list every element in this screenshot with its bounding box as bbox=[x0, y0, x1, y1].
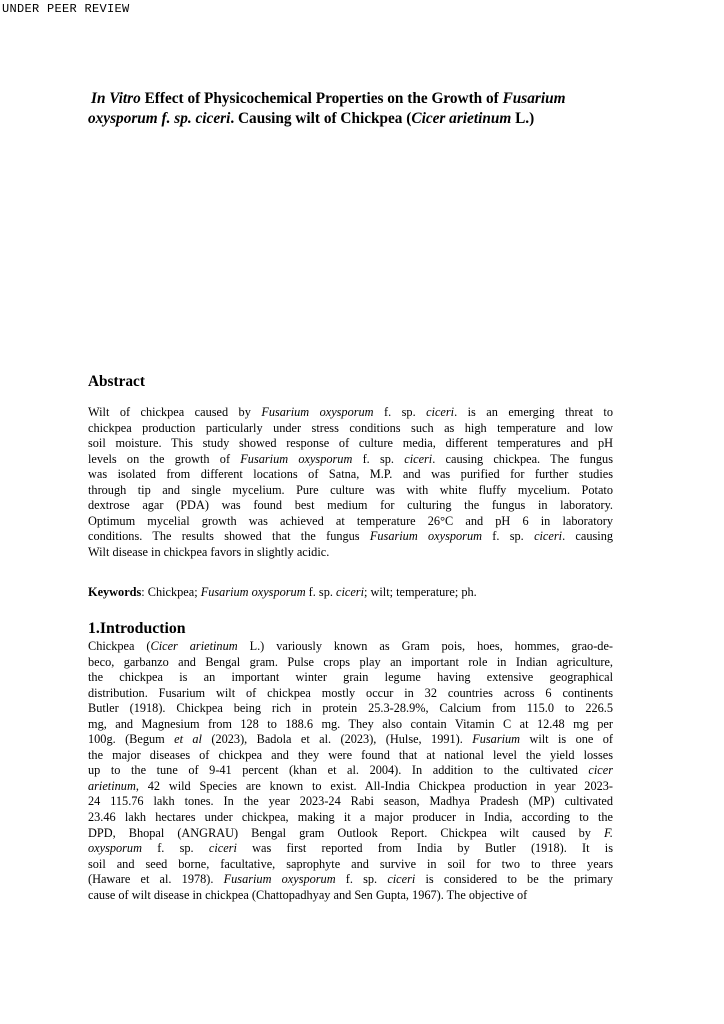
text-line bbox=[88, 639, 613, 655]
text-run: ; wilt; temperature; ph. bbox=[364, 585, 477, 599]
text-run: was first reported from India by Butler (1918). It is bbox=[236, 841, 613, 856]
italic-text-run: ciceri bbox=[336, 585, 364, 599]
text-run: f. sp. bbox=[335, 872, 388, 887]
italic-text-run: Cicer arietinum bbox=[150, 639, 238, 653]
text-run: L.) variously known as Gram pois, hoes, hommes, grao-de- bbox=[237, 639, 613, 653]
italic-text-run: cicer bbox=[588, 763, 613, 778]
abstract-heading: Abstract bbox=[88, 373, 145, 390]
text-run: soil and seed borne, facultative, saprophyte and survive in soil for two to three years bbox=[88, 856, 613, 871]
italic-text-run: Fusarium oxysporum bbox=[240, 451, 353, 466]
text-run: f. sp. bbox=[481, 529, 535, 544]
italic-text-run: Fusarium bbox=[472, 732, 521, 747]
introduction-body bbox=[88, 639, 613, 903]
text-line bbox=[88, 467, 613, 483]
text-run: beco, garbanzo and Bengal gram. Pulse crops play an important role in Indian agriculture, bbox=[88, 654, 613, 669]
text-line bbox=[88, 717, 613, 733]
italic-text-run: oxysporum bbox=[88, 841, 142, 856]
italic-text-run: Fusarium oxysporum bbox=[261, 405, 374, 419]
text-run: f. sp. bbox=[141, 841, 209, 856]
italic-text-run: ciceri bbox=[426, 405, 455, 419]
text-run: (2023), Badola et al. (2023), (Hulse, 1991). bbox=[201, 732, 473, 747]
paper-title bbox=[88, 89, 648, 129]
text-run: f. sp. bbox=[373, 405, 427, 419]
text-line bbox=[88, 794, 613, 810]
text-run: 24 115.76 lakh tones. In the year 2023-24 Rabi season, Madhya Pradesh (MP) cultivated bbox=[88, 794, 613, 809]
text-run: , 42 wild Species are known to exist. All-India Chickpea production in year 2023- bbox=[135, 778, 613, 793]
title-line-2 bbox=[88, 109, 648, 129]
text-run: up to the tune of 9-41 percent (khan et al. 2004). In addition to the cultivated bbox=[88, 763, 589, 778]
text-run: mg, and Magnesium from 128 to 188.6 mg. They also contain Vitamin C at 12.48 mg per bbox=[88, 716, 613, 731]
text-run: 100g. (Begum bbox=[88, 732, 175, 747]
italic-text-run: Fusarium oxysporum bbox=[200, 585, 306, 599]
italic-text-run: ciceri bbox=[208, 841, 237, 856]
text-run: DPD, Bhopal (ANGRAU) Bengal gram Outlook Report. Chickpea wilt caused by bbox=[88, 825, 604, 840]
text-run: chickpea production particularly under stress conditions such as high temperature and low bbox=[88, 420, 613, 435]
text-line bbox=[88, 545, 613, 561]
text-run: L.) bbox=[511, 110, 535, 127]
text-run: . causing chickpea. The fungus bbox=[432, 451, 613, 466]
text-run: soil moisture. This study showed response of culture media, different temperatures and pH bbox=[88, 436, 613, 451]
introduction-heading: 1.Introduction bbox=[88, 620, 186, 637]
text-line bbox=[88, 655, 613, 671]
italic-text-run: Fusarium bbox=[502, 90, 566, 107]
italic-text-run: Fusarium oxysporum bbox=[223, 872, 336, 887]
text-line bbox=[88, 779, 613, 795]
keywords-line bbox=[88, 584, 613, 600]
italic-text-run: F. bbox=[603, 825, 613, 840]
text-line bbox=[88, 888, 613, 904]
text-run: wilt is one of bbox=[520, 732, 613, 747]
text-run: dextrose agar (PDA) was found best medium for culturing the fungus in laboratory. bbox=[88, 498, 613, 513]
text-line bbox=[88, 436, 613, 452]
text-run: . causing bbox=[562, 529, 613, 544]
text-run: . Causing wilt of Chickpea ( bbox=[230, 110, 412, 127]
text-run: Butler (1918). Chickpea being rich in protein 25.3-28.9%, Calcium from 115.0 to 226.5 bbox=[88, 701, 613, 716]
text-run: f. sp. bbox=[352, 451, 405, 466]
text-run: Wilt of chickpea caused by bbox=[88, 405, 262, 419]
text-line bbox=[88, 452, 613, 468]
italic-text-run: ciceri bbox=[534, 529, 563, 544]
italic-text-run: Cicer arietinum bbox=[411, 110, 512, 127]
italic-text-run: arietinum bbox=[88, 778, 136, 793]
peer-review-watermark: UNDER PEER REVIEW bbox=[2, 2, 130, 16]
text-run: the major diseases of chickpea and they were found that at national level the yield losses bbox=[88, 747, 613, 762]
text-line bbox=[88, 686, 613, 702]
text-line bbox=[88, 810, 613, 826]
text-line bbox=[88, 763, 613, 779]
text-run: Optimum mycelial growth was achieved at temperature 26°C and pH 6 in laboratory bbox=[88, 513, 613, 528]
text-run: . is an emerging threat to bbox=[454, 405, 613, 419]
text-run: levels on the growth of bbox=[88, 451, 241, 466]
text-run: 23.46 lakh hectares under chickpea, making it a major producer in India, according to the bbox=[88, 810, 613, 825]
italic-text-run: ciceri bbox=[387, 872, 416, 887]
text-line bbox=[88, 483, 613, 499]
text-line bbox=[88, 514, 613, 530]
text-line bbox=[88, 732, 613, 748]
text-line bbox=[88, 857, 613, 873]
text-run: : Chickpea; bbox=[141, 585, 201, 599]
bold-text-run: Keywords bbox=[88, 585, 142, 599]
italic-text-run: ciceri bbox=[404, 451, 433, 466]
text-run: (Haware et al. 1978). bbox=[88, 872, 224, 887]
text-run: Effect of Physicochemical Properties on the Growth of bbox=[140, 90, 503, 107]
text-line bbox=[88, 529, 613, 545]
text-line bbox=[88, 701, 613, 717]
text-run: the chickpea is an important winter grain legume having extensive geographical bbox=[88, 670, 613, 685]
text-run: conditions. The results showed that the fungus bbox=[88, 529, 370, 544]
text-run: through tip and single mycelium. Pure culture was with white fluffy mycelium. Potato bbox=[88, 482, 613, 497]
text-line bbox=[88, 670, 613, 686]
text-run: f. sp. bbox=[305, 585, 336, 599]
text-line bbox=[88, 405, 613, 421]
text-line bbox=[88, 872, 613, 888]
text-line bbox=[88, 421, 613, 437]
italic-text-run: In Vitro bbox=[91, 90, 141, 107]
italic-text-run: Fusarium oxysporum bbox=[369, 529, 482, 544]
text-run: Chickpea ( bbox=[88, 639, 151, 653]
text-line bbox=[88, 826, 613, 842]
text-run: cause of wilt disease in chickpea (Chattopadhyay and Sen Gupta, 1967). The objective of bbox=[88, 887, 528, 902]
text-line bbox=[88, 748, 613, 764]
abstract-body bbox=[88, 405, 613, 560]
italic-text-run: et al bbox=[174, 732, 202, 747]
title-line-1 bbox=[88, 89, 648, 109]
text-run: was isolated from different locations of Satna, M.P. and was purified for further studies bbox=[88, 467, 613, 482]
italic-text-run: oxysporum f. sp. ciceri bbox=[88, 110, 231, 127]
text-run: Wilt disease in chickpea favors in slightly acidic. bbox=[88, 544, 330, 559]
text-run: is considered to be the primary bbox=[415, 872, 613, 887]
text-run: distribution. Fusarium wilt of chickpea mostly occur in 32 countries across 6 continents bbox=[88, 685, 613, 700]
text-line bbox=[88, 498, 613, 514]
text-line bbox=[88, 841, 613, 857]
